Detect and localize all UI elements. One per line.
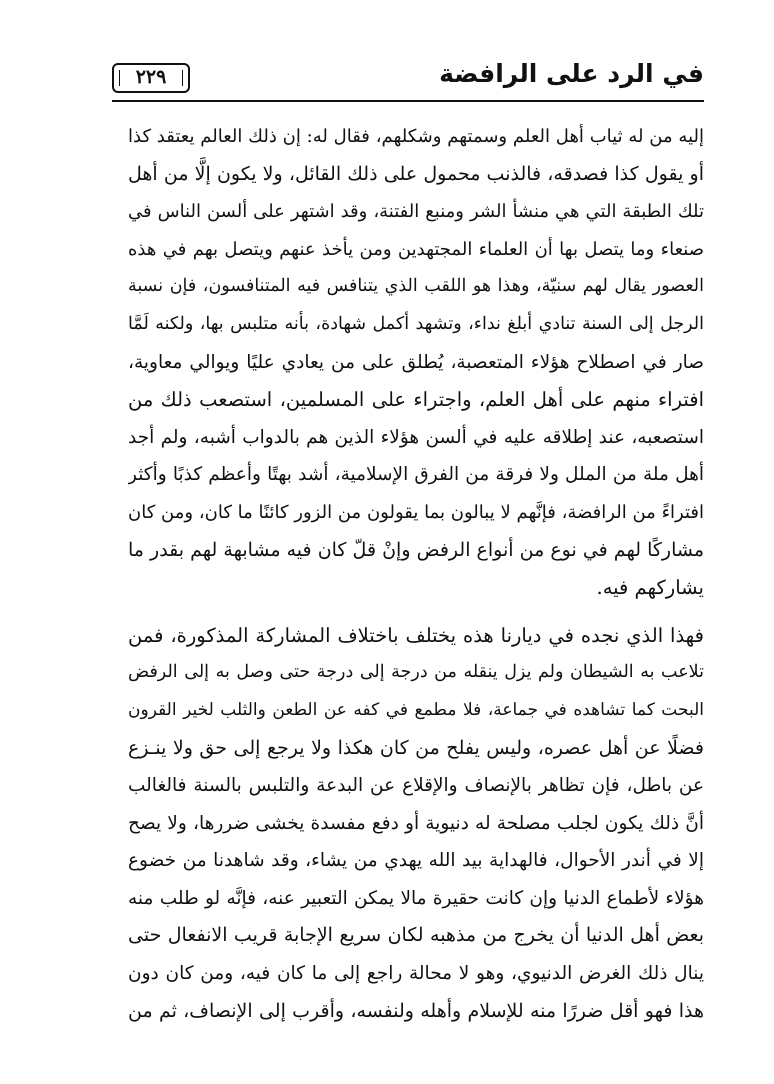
- text-line: فهذا الذي نجده في ديارنا هذه يختلف باختلاف المشاركة المذكورة، فمن: [128, 623, 704, 647]
- header-rule: [112, 100, 704, 102]
- text-line: يشاركهم فيه.: [596, 576, 704, 600]
- text-line: هؤلاء لأطماع الدنيا وإن كانت حقيرة مالا يمكن التعبير عنه، فإنَّه لو طلب منه: [128, 887, 704, 909]
- text-line: تلاعب به الشيطان ولم يزل ينقله من درجة إلى درجة حتى وصل به إلى الرفض: [128, 662, 704, 683]
- page-header: [112, 50, 704, 106]
- text-line: الرجل إلى السنة تنادي أبلغ نداء، وتشهد أكمل شهادة، بأنه متلبس بها، ولكنه لَمَّا: [128, 313, 704, 334]
- text-line: صنعاء وما يتصل بها أن العلماء المجتهدين ومن يأخذ عنهم ويتصل بهم في هذه: [128, 238, 704, 260]
- text-line: أو يقول كذا فصدقه، فالذنب محمول على ذلك القائل، ولا يكون إلَّا من أهل: [128, 162, 704, 185]
- text-line: عن باطل، فإن تظاهر بالإنصاف والإقلاع عن البدعة والتلبس بالسنة فالغالب: [128, 775, 704, 797]
- paragraph: [128, 617, 704, 1031]
- text-line: أهل ملة من الملل ولا فرقة من الفرق الإسلامية، أشد بهتًا وأعظم كذبًا وأكثر: [128, 464, 704, 486]
- text-line: العصور يقال لهم سنيّة، وهذا هو اللقب الذي يتنافس فيه المتنافسون، فإن نسبة: [128, 276, 704, 297]
- running-title: في الرد على الرافضة: [439, 59, 704, 88]
- text-line: افتراء منهم على أهل العلم، واجتراء على المسلمين، استصعب ذلك من: [128, 388, 704, 412]
- text-line: صار في اصطلاح هؤلاء المتعصبة، يُطلق على من يعادي عليًا ويوالي معاوية،: [128, 351, 704, 373]
- paragraph-gap: [128, 607, 704, 617]
- text-line: إليه من له ثياب أهل العلم وسمتهم وشكلهم، فقال له: إن ذلك العالم يعتقد كذا: [128, 126, 704, 147]
- text-line: البحت كما تشاهده في جماعة، فلا مطمع في كفه عن الطعن والثلب لخير القرون: [128, 699, 704, 720]
- paragraph: [128, 118, 704, 607]
- text-line: تلك الطبقة التي هي منشأ الشر ومنبع الفتنة، وقد اشتهر على ألسن الناس في: [128, 201, 704, 223]
- text-body: [128, 118, 704, 1030]
- text-line: افتراءً من الرافضة، فإنَّهم لا يبالون بما يقولون من الزور كائنًا ما كان، ومن كان: [128, 501, 704, 523]
- text-line: هذا فهو أقل ضررًا منه للإسلام وأهله ولنفسه، وأقرب إلى الإنصاف، ثم من: [128, 999, 704, 1022]
- page-number: ٢٢٩: [135, 66, 167, 88]
- text-line: مشاركًا لهم في نوع من أنواع الرفض وإنْ قلّ كان فيه مشابهة لهم بقدر ما: [128, 538, 704, 561]
- page-number-frame: [112, 63, 190, 93]
- text-line: إلا في أندر الأحوال، فالهداية بيد الله يهدي من يشاء، وقد شاهدنا من خضوع: [128, 850, 704, 872]
- text-line: ينال ذلك الغرض الدنيوي، وهو لا محالة راجع إلى ما كان فيه، ومن كان دون: [128, 963, 704, 985]
- text-line: بعض أهل الدنيا أن يخرج من مذهبه لكان سريع الإجابة قريب الانفعال حتى: [128, 924, 704, 947]
- text-line: استصعبه، عند إطلاقه عليه في ألسن هؤلاء الذين هم بالدواب أشبه، ولم أجد: [128, 426, 704, 448]
- text-line: أنَّ ذلك يكون لجلب مصلحة له دنيوية أو دفع مفسدة يخشى ضررها، ولا يصح: [128, 812, 704, 834]
- text-line: فضلًا عن أهل عصره، وليس يفلح من كان هكذا ولا يرجع إلى حق ولا ينـزع: [128, 736, 704, 759]
